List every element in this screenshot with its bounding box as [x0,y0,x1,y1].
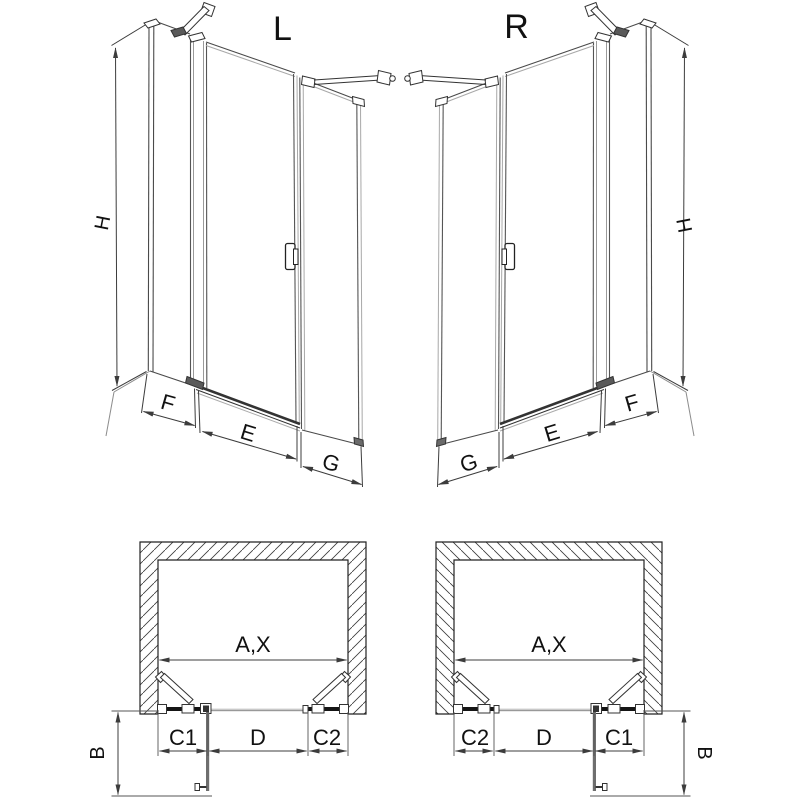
plan-right-label-ax: A,X [531,632,567,657]
dim-label-g-right: G [456,448,481,478]
elevation-right [405,3,698,488]
plan-right-label-c2: C2 [460,725,490,750]
dim-label-e-right: E [541,418,563,447]
dim-label-f-right: F [622,388,642,417]
plan-left-label-c2: C2 [312,725,342,750]
dim-label-f-left: F [158,388,178,417]
plan-left-label-d: D [250,725,266,750]
dim-label-e-left: E [237,418,259,447]
plan-left-label-ax: A,X [235,632,271,657]
dim-label-height-right: H [672,215,698,235]
variant-label-right: R [504,8,530,46]
dim-label-height-left: H [90,213,116,233]
plan-left-label-c1: C1 [168,725,198,750]
plan-right-label-d: D [536,725,552,750]
plan-right-label-c1: C1 [604,725,634,750]
plan-left-label-b: B [87,746,109,760]
plan-right-label-b: B [693,746,715,760]
plan-right [436,542,715,796]
elevation-left [91,3,395,488]
dim-label-g-left: G [319,448,344,478]
variant-label-left: L [273,10,293,48]
plan-left [87,542,366,796]
